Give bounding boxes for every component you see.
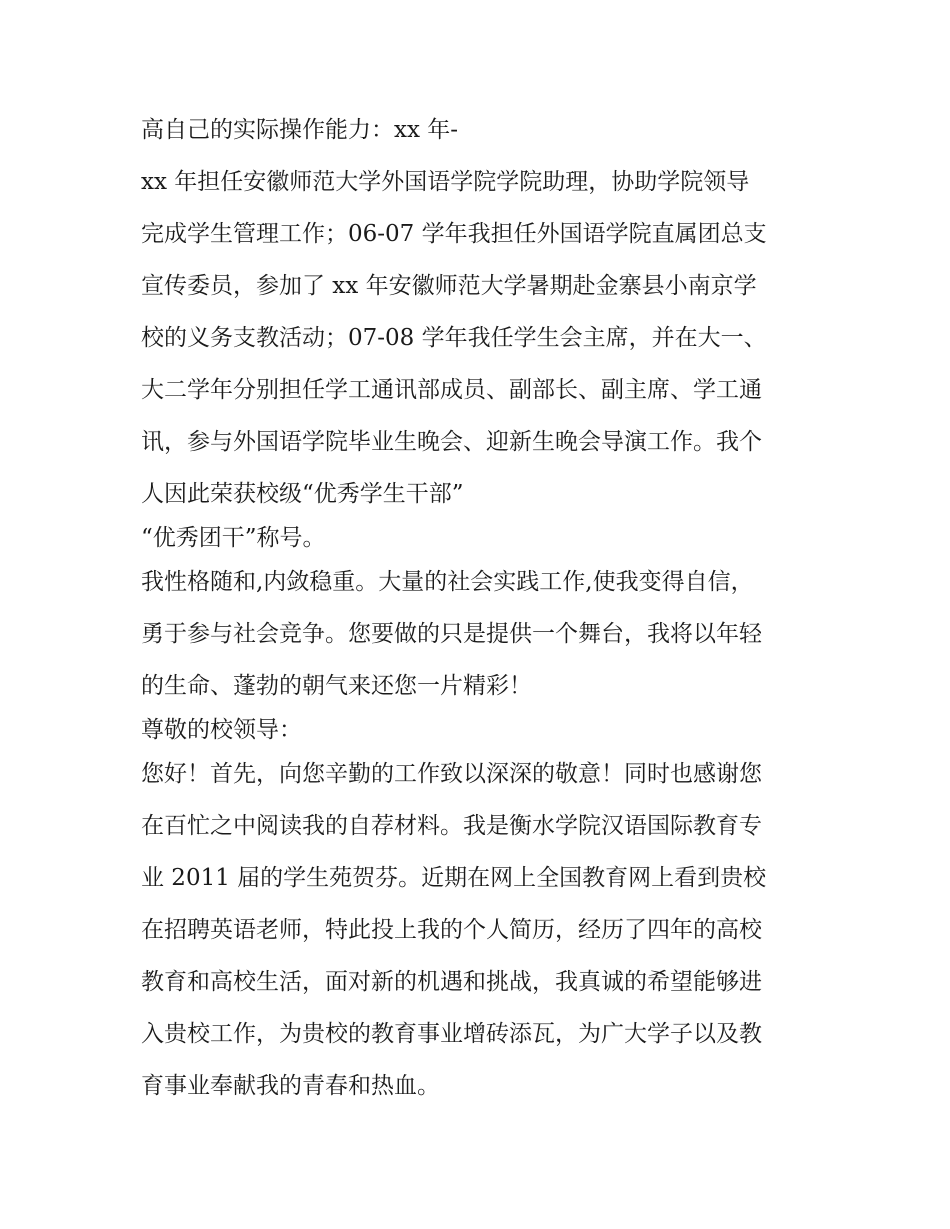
- text-line: 我性格随和,内敛稳重。大量的社会实践工作,使我变得自信，: [141, 569, 754, 595]
- text-line: 教育和高校生活，面对新的机遇和挑战，我真诚的希望能够进: [141, 969, 762, 995]
- text-line: 您好！首先，向您辛勤的工作致以深深的敬意！同时也感谢您: [141, 761, 762, 787]
- text-line: 校的义务支教活动；07-08 学年我任学生会主席，并在大一、: [141, 325, 767, 351]
- text-line: 在百忙之中阅读我的自荐材料。我是衡水学院汉语国际教育专: [141, 813, 762, 839]
- text-line: 大二学年分别担任学工通讯部成员、副部长、副主席、学工通: [141, 377, 762, 403]
- text-line: 宣传委员，参加了 xx 年安徽师范大学暑期赴金寨县小南京学: [141, 273, 757, 299]
- document-body: [141, 108, 821, 1116]
- text-line: 入贵校工作，为贵校的教育事业增砖添瓦，为广大学子以及教: [141, 1021, 762, 1047]
- text-line: 业 2011 届的学生苑贺芬。近期在网上全国教育网上看到贵校: [141, 865, 767, 891]
- text-line: 完成学生管理工作；06-07 学年我担任外国语学院直属团总支: [141, 221, 767, 247]
- salutation: 尊敬的校领导：: [141, 717, 302, 743]
- text-line: 讯，参与外国语学院毕业生晚会、迎新生晚会导演工作。我个: [141, 429, 762, 455]
- text-line: 高自己的实际操作能力：xx 年-: [141, 117, 459, 143]
- text-line: xx 年担任安徽师范大学外国语学院学院助理，协助学院领导: [141, 169, 750, 195]
- text-line: 在招聘英语老师，特此投上我的个人简历，经历了四年的高校: [141, 917, 762, 943]
- text-line: 人因此荣获校级“优秀学生干部”: [141, 481, 464, 507]
- text-line: “优秀团干”称号。: [141, 525, 326, 551]
- text-line: 育事业奉献我的青春和热血。: [141, 1073, 440, 1099]
- text-line: 的生命、蓬勃的朝气来还您一片精彩！: [141, 673, 532, 699]
- text-line: 勇于参与社会竞争。您要做的只是提供一个舞台，我将以年轻: [141, 621, 762, 647]
